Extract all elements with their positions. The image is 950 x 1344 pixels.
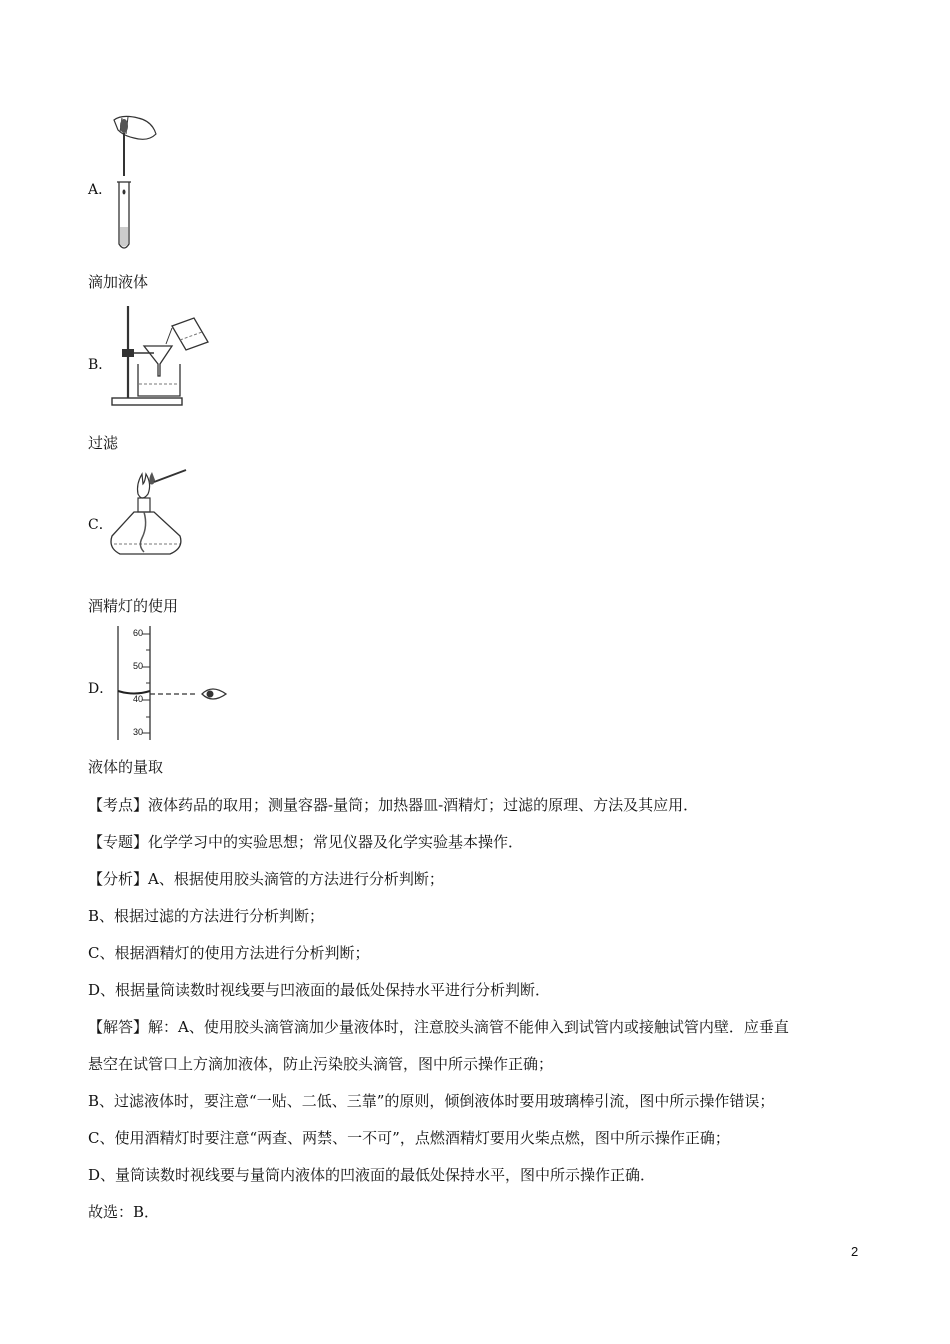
- graduated-cylinder-illustration: [110, 624, 228, 742]
- cylinder-tick-40: 40: [133, 694, 144, 704]
- jieda-line: D、量筒读数时视线要与量筒内液体的凹液面的最低处保持水平，图中所示操作正确．: [88, 1166, 656, 1184]
- jieda-line: 悬空在试管口上方滴加液体，防止污染胶头滴管，图中所示操作正确；: [88, 1055, 554, 1073]
- fenxi-line: B、根据过滤的方法进行分析判断；: [88, 907, 325, 925]
- option-b-caption: 过滤: [88, 434, 119, 452]
- option-d-caption: 液体的量取: [88, 758, 164, 776]
- page-number: 2: [851, 1244, 859, 1259]
- cylinder-tick-30: 30: [133, 727, 144, 737]
- answer-line: 故选：B．: [88, 1203, 160, 1221]
- kaodian-line: 【考点】液体药品的取用；测量容器-量筒；加热器皿-酒精灯；过滤的原理、方法及其应用．: [88, 796, 699, 814]
- fenxi-line: 【分析】A、根据使用胶头滴管的方法进行分析判断；: [88, 870, 444, 888]
- option-a-caption: 滴加液体: [88, 273, 149, 291]
- cylinder-tick-50: 50: [133, 661, 144, 671]
- jieda-line: C、使用酒精灯时要注意“两查、两禁、一不可”，点燃酒精灯要用火柴点燃，图中所示操作正确；: [88, 1129, 730, 1147]
- option-c-caption: 酒精灯的使用: [88, 597, 179, 615]
- option-c-letter: C．: [88, 517, 113, 533]
- dropper-test-tube-illustration: [108, 112, 160, 254]
- jieda-line: 【解答】解：A、使用胶头滴管滴加少量液体时，注意胶头滴管不能伸入到试管内或接触试管内壁．应垂直: [88, 1018, 789, 1036]
- alcohol-lamp-illustration: [108, 462, 192, 566]
- zhuanti-line: 【专题】化学学习中的实验思想；常见仪器及化学实验基本操作．: [88, 833, 524, 851]
- jieda-line: B、过滤液体时，要注意“一贴、二低、三靠”的原则，倾倒液体时要用玻璃棒引流，图中所示操作错误；: [88, 1092, 775, 1110]
- cylinder-tick-60: 60: [133, 628, 144, 638]
- option-d-letter: D．: [88, 681, 114, 697]
- option-a-letter: A．: [88, 182, 113, 198]
- fenxi-line: D、根据量筒读数时视线要与凹液面的最低处保持水平进行分析判断．: [88, 981, 551, 999]
- filtration-apparatus-illustration: [108, 302, 216, 410]
- fenxi-line: C、根据酒精灯的使用方法进行分析判断；: [88, 944, 370, 962]
- option-b-letter: B．: [88, 357, 113, 373]
